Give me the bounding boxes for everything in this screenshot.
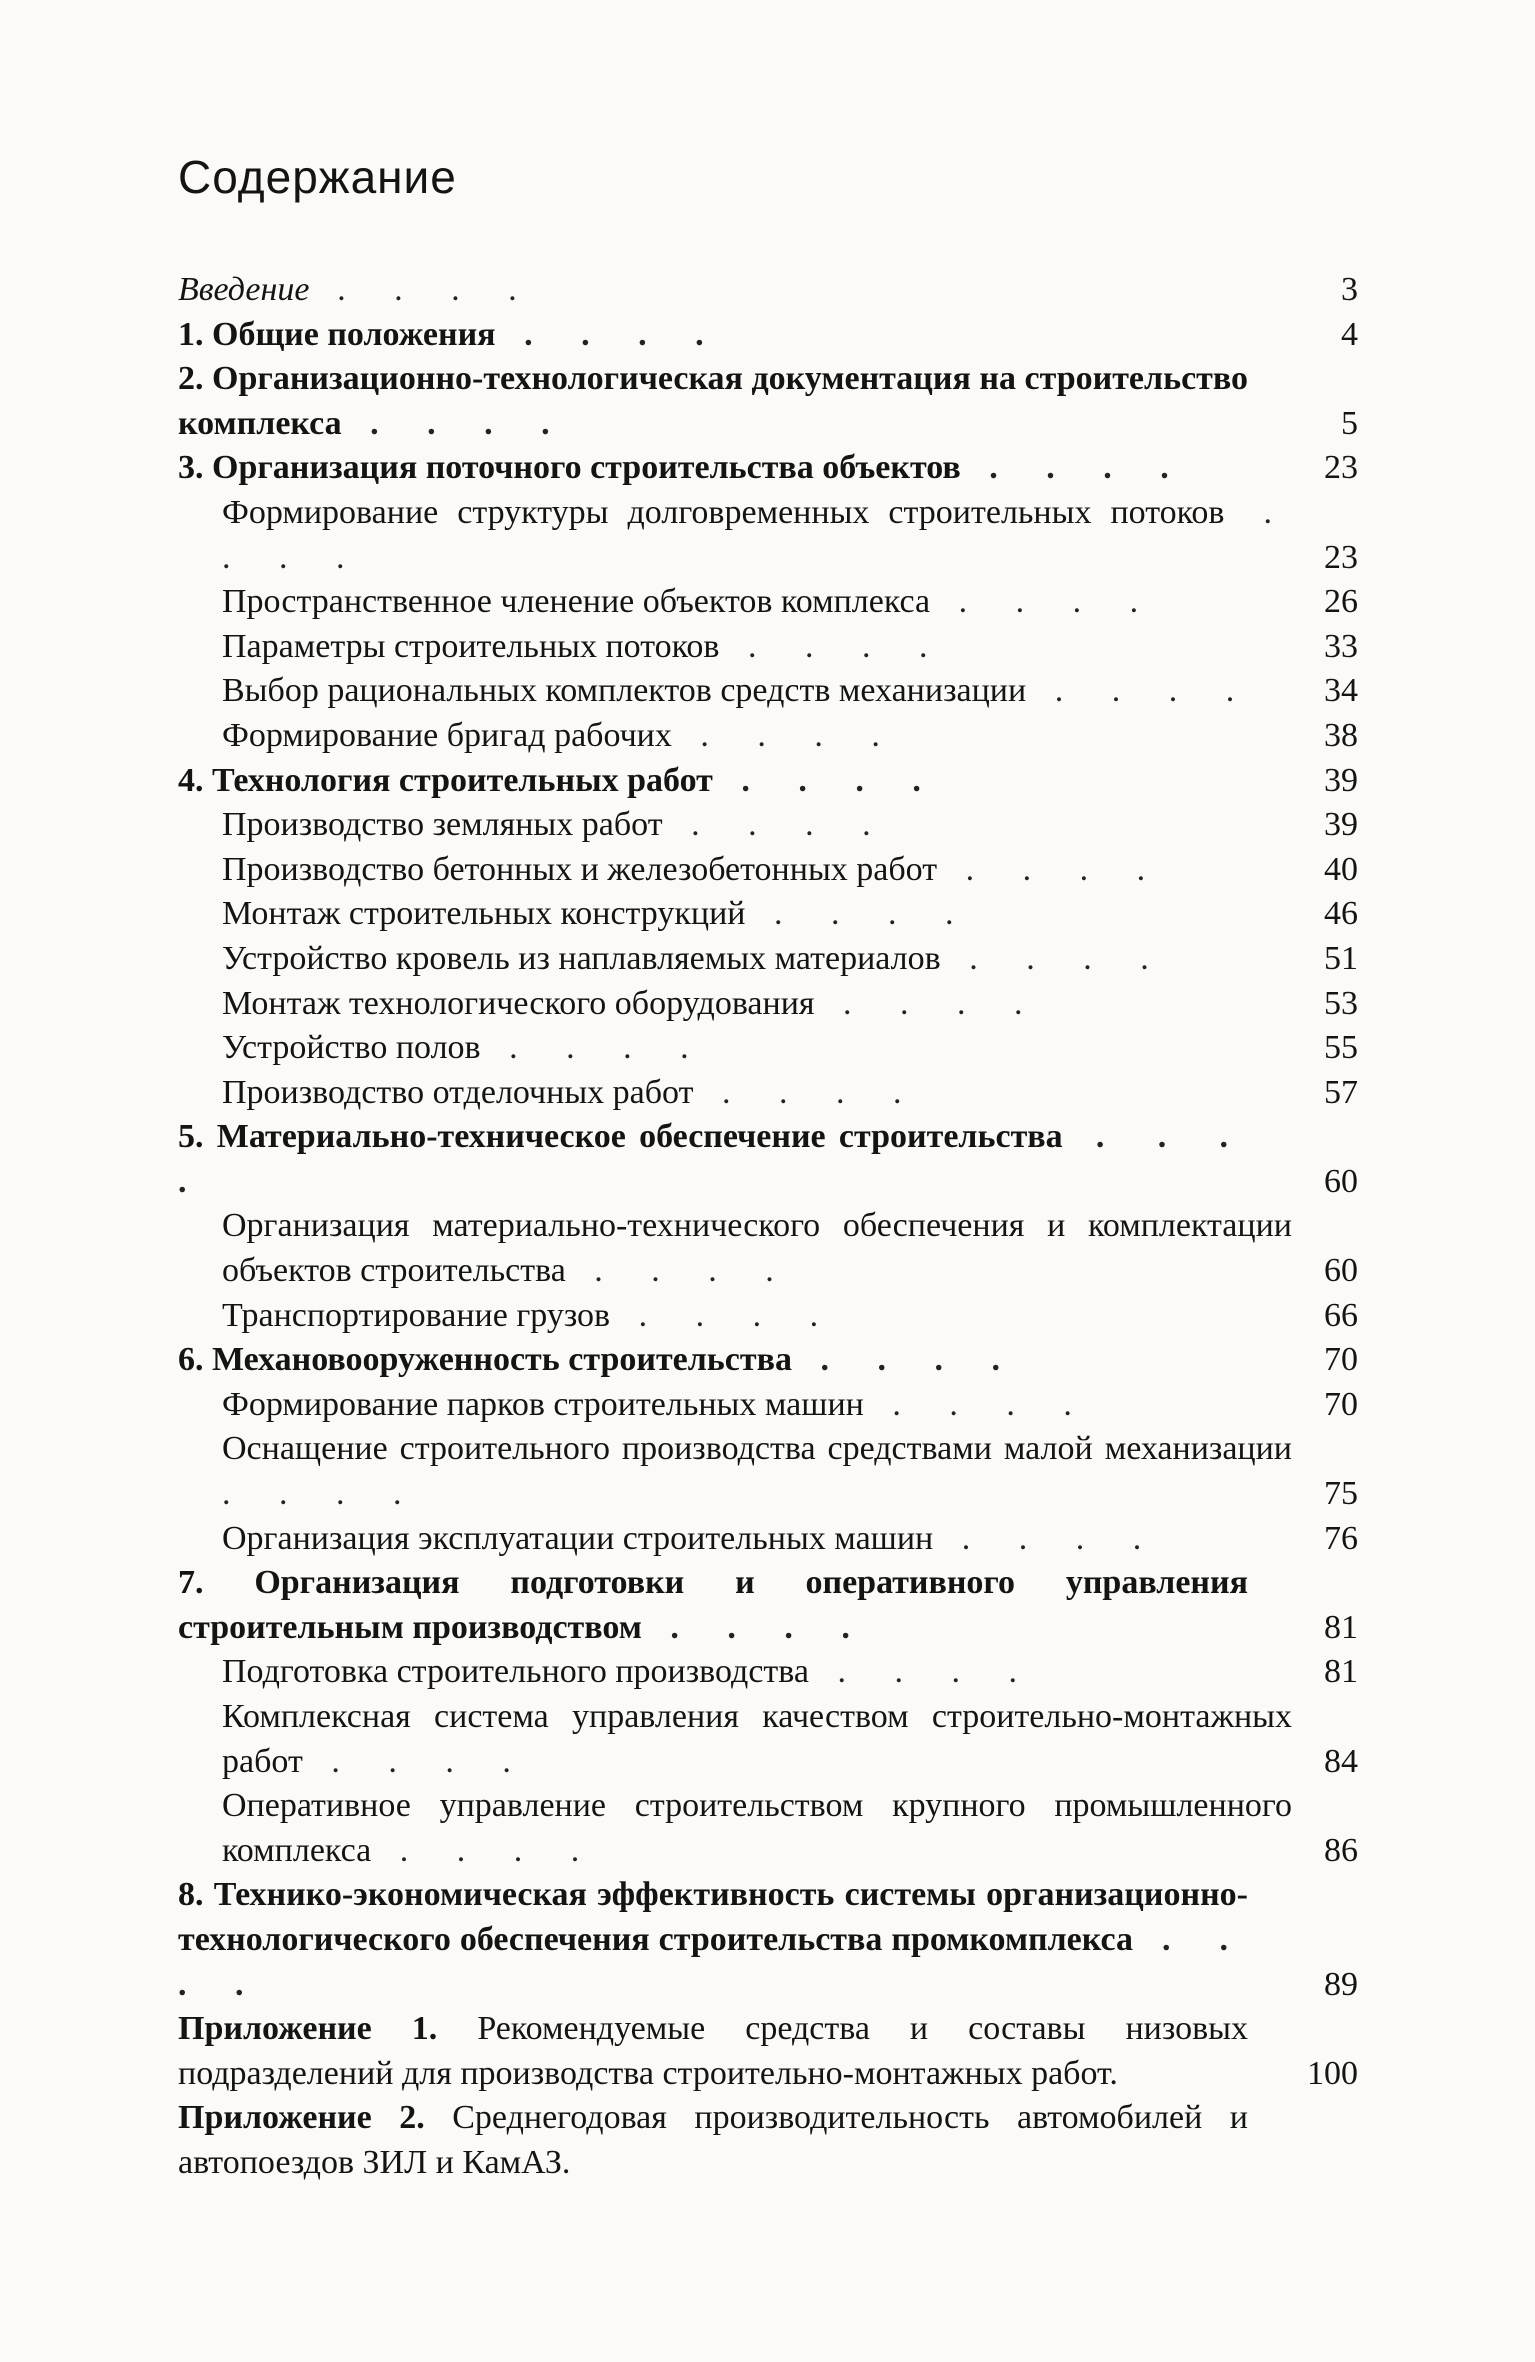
leader-dots: . . . . <box>565 1252 794 1290</box>
leader-dots: . . . . <box>930 583 1159 621</box>
toc-entry-title: 3. Организация поточного строительства объектов . . . . <box>178 449 1189 487</box>
toc-page-number: 51 <box>1324 939 1358 977</box>
appendix-text: Среднегодовая производительность автомобилей и автопоездов ЗИЛ и КамАЗ. <box>178 2099 1248 2181</box>
toc-entry[interactable] <box>222 491 1358 580</box>
toc-entry-title: 8. Технико-экономическая эффективность системы организационно-технологического обеспечения строительства промкомплекса . . . . <box>178 1876 1249 2003</box>
leader-dots: . . . . <box>222 493 1293 576</box>
toc-page-number: 66 <box>1324 1296 1358 1334</box>
appendix-label: Приложение 1. <box>178 2010 438 2048</box>
leader-dots: . . . . <box>808 1653 1037 1691</box>
toc-page-number: 23 <box>1324 449 1358 487</box>
toc-page-number: 60 <box>1324 1252 1358 1290</box>
toc-entry-title: 2. Организационно-технологическая документация на строительство комплекса . . . . <box>178 360 1248 442</box>
toc-page-number: 40 <box>1324 850 1358 888</box>
toc-entry[interactable] <box>222 1517 1358 1562</box>
toc-title: Содержание <box>178 151 457 203</box>
toc-page-number: 81 <box>1324 1653 1358 1691</box>
toc-page-number: 75 <box>1324 1475 1358 1513</box>
toc-entry-title: Транспортирование грузов . . . . <box>222 1296 839 1334</box>
toc-entry[interactable] <box>222 1784 1358 1873</box>
toc-entry-title: Пространственное членение объектов комплекса . . . . <box>222 583 1159 621</box>
toc-entry-title: Комплексная система управления качеством строительно-монтажных работ . . . . <box>222 1698 1292 1780</box>
toc-page-number: 57 <box>1324 1073 1358 1111</box>
toc-entry[interactable] <box>222 937 1358 982</box>
toc-page-number: 38 <box>1324 716 1358 754</box>
toc-page-number: 60 <box>1324 1162 1358 1200</box>
toc-entry[interactable] <box>178 446 1358 491</box>
toc-entry-title: Монтаж технологического оборудования . . . . <box>222 984 1043 1022</box>
toc-page-number: 5 <box>1341 404 1358 442</box>
toc-entry-title: Параметры строительных потоков . . . . <box>222 627 948 665</box>
toc-entry[interactable] <box>178 313 1358 358</box>
toc-entry[interactable] <box>178 1115 1358 1204</box>
toc-entry[interactable] <box>178 1338 1358 1383</box>
toc-entry-title: 7. Организация подготовки и оперативного управления строительным производством . . . . <box>178 1564 1248 1646</box>
table-of-contents <box>178 268 1358 2186</box>
leader-dots: . . . . <box>495 315 724 353</box>
toc-entry[interactable] <box>222 1383 1358 1428</box>
toc-entry[interactable] <box>222 1427 1358 1516</box>
leader-dots: . . . . <box>610 1296 839 1334</box>
toc-page-number: 86 <box>1324 1831 1358 1869</box>
toc-entry-title: Формирование бригад рабочих . . . . <box>222 716 900 754</box>
toc-entry-title: Организация эксплуатации строительных машин . . . . <box>222 1519 1162 1557</box>
toc-entry[interactable] <box>178 1561 1358 1650</box>
toc-entry[interactable] <box>222 848 1358 893</box>
appendix-entry[interactable] <box>178 2007 1358 2096</box>
appendix-title <box>178 2007 1248 2096</box>
leader-dots: . . . . <box>309 271 538 308</box>
toc-entry[interactable] <box>178 268 1358 313</box>
toc-entry-title: Введение . . . . <box>178 271 538 308</box>
toc-page-number: 53 <box>1324 984 1358 1022</box>
toc-entry-title: 6. Механовооруженность строительства . . . . <box>178 1341 1020 1379</box>
toc-entry[interactable] <box>222 625 1358 670</box>
toc-entry-title: Устройство кровель из наплавляемых материалов . . . . <box>222 939 1169 977</box>
toc-page-number: 34 <box>1324 672 1358 710</box>
leader-dots: . . . . <box>937 850 1166 888</box>
toc-page-number: 84 <box>1324 1742 1358 1780</box>
leader-dots: . . . . <box>178 1920 1249 2003</box>
toc-entry[interactable] <box>222 1204 1358 1293</box>
toc-page-number: 33 <box>1324 627 1358 665</box>
toc-entry[interactable] <box>222 1695 1358 1784</box>
toc-entry-title: Монтаж строительных конструкций . . . . <box>222 895 974 933</box>
toc-page-number: 89 <box>1324 1965 1358 2003</box>
toc-entry[interactable] <box>222 714 1358 759</box>
leader-dots: . . . . <box>222 1475 422 1513</box>
toc-entry[interactable] <box>222 982 1358 1027</box>
appendix-title <box>178 2096 1248 2185</box>
leader-dots: . . . . <box>814 984 1043 1022</box>
leader-dots: . . . . <box>933 1519 1162 1557</box>
appendix-text: Рекомендуемые средства и составы низовых подразделений для производства строительно-монтажных работ. <box>178 2010 1248 2092</box>
leader-dots: . . . . <box>302 1742 531 1780</box>
leader-dots: . . . . <box>671 716 900 754</box>
toc-page-number: 55 <box>1324 1029 1358 1067</box>
toc-entry[interactable] <box>222 669 1358 714</box>
toc-entry[interactable] <box>178 1873 1358 2007</box>
toc-entry[interactable] <box>222 803 1358 848</box>
toc-page-number: 26 <box>1324 583 1358 621</box>
toc-entry-title: Формирование структуры долговременных строительных потоков . . . . <box>222 493 1293 576</box>
toc-entry-title: Оперативное управление строительством крупного промышленного комплекса . . . . <box>222 1787 1292 1869</box>
leader-dots: . . . . <box>745 895 974 933</box>
leader-dots: . . . . <box>960 449 1189 487</box>
toc-page-number: 81 <box>1324 1608 1358 1646</box>
leader-dots: . . . . <box>662 806 891 844</box>
toc-entry[interactable] <box>222 892 1358 937</box>
toc-entry[interactable] <box>178 357 1358 446</box>
toc-entry-title: 4. Технология строительных работ . . . . <box>178 761 941 799</box>
appendix-page-number: 100 <box>1307 2054 1358 2092</box>
toc-page-number: 70 <box>1324 1341 1358 1379</box>
toc-entry-title: Оснащение строительного производства средствами малой механизации . . . . <box>222 1430 1292 1513</box>
toc-entry[interactable] <box>222 1026 1358 1071</box>
toc-entry[interactable] <box>222 1294 1358 1339</box>
toc-page-number: 70 <box>1324 1385 1358 1423</box>
toc-page-number: 4 <box>1341 315 1358 353</box>
toc-page-number: 76 <box>1324 1519 1358 1557</box>
leader-dots: . . . . <box>719 627 948 665</box>
toc-entry[interactable] <box>178 759 1358 804</box>
leader-dots: . . . . <box>712 761 941 799</box>
toc-page-number: 39 <box>1324 806 1358 844</box>
toc-entry-title: Производство земляных работ . . . . <box>222 806 891 844</box>
toc-entry[interactable] <box>222 1071 1358 1116</box>
leader-dots: . . . . <box>178 1118 1248 1200</box>
leader-dots: . . . . <box>371 1831 600 1869</box>
toc-entry-title: Устройство полов . . . . <box>222 1029 709 1067</box>
toc-page-number: 23 <box>1324 538 1358 576</box>
leader-dots: . . . . <box>791 1341 1020 1379</box>
toc-entry-title: Подготовка строительного производства . . . . <box>222 1653 1037 1691</box>
leader-dots: . . . . <box>1026 672 1255 710</box>
toc-entry-title: 1. Общие положения . . . . <box>178 315 724 353</box>
leader-dots: . . . . <box>940 939 1169 977</box>
toc-entry-title: Формирование парков строительных машин . . . . <box>222 1385 1092 1423</box>
toc-page-number: 46 <box>1324 895 1358 933</box>
leader-dots: . . . . <box>641 1608 870 1646</box>
toc-entry-title: Производство отделочных работ . . . . <box>222 1073 922 1111</box>
toc-page-number: 3 <box>1341 271 1358 308</box>
toc-entry-title: Организация материально-технического обеспечения и комплектации объектов строительства . . . . <box>222 1207 1292 1290</box>
appendix-entry[interactable] <box>178 2096 1358 2185</box>
leader-dots: . . . . <box>480 1029 709 1067</box>
appendix-label: Приложение 2. <box>178 2099 425 2137</box>
leader-dots: . . . . <box>693 1073 922 1111</box>
leader-dots: . . . . <box>863 1385 1092 1423</box>
toc-entry[interactable] <box>222 1650 1358 1695</box>
toc-entry[interactable] <box>222 580 1358 625</box>
toc-entry-title: Производство бетонных и железобетонных работ . . . . <box>222 850 1166 888</box>
toc-entry-title: 5. Материально-техническое обеспечение строительства . . . . <box>178 1118 1248 1200</box>
toc-entry-title: Выбор рациональных комплектов средств механизации . . . . <box>222 672 1255 710</box>
toc-page-number: 39 <box>1324 761 1358 799</box>
leader-dots: . . . . <box>341 404 570 442</box>
